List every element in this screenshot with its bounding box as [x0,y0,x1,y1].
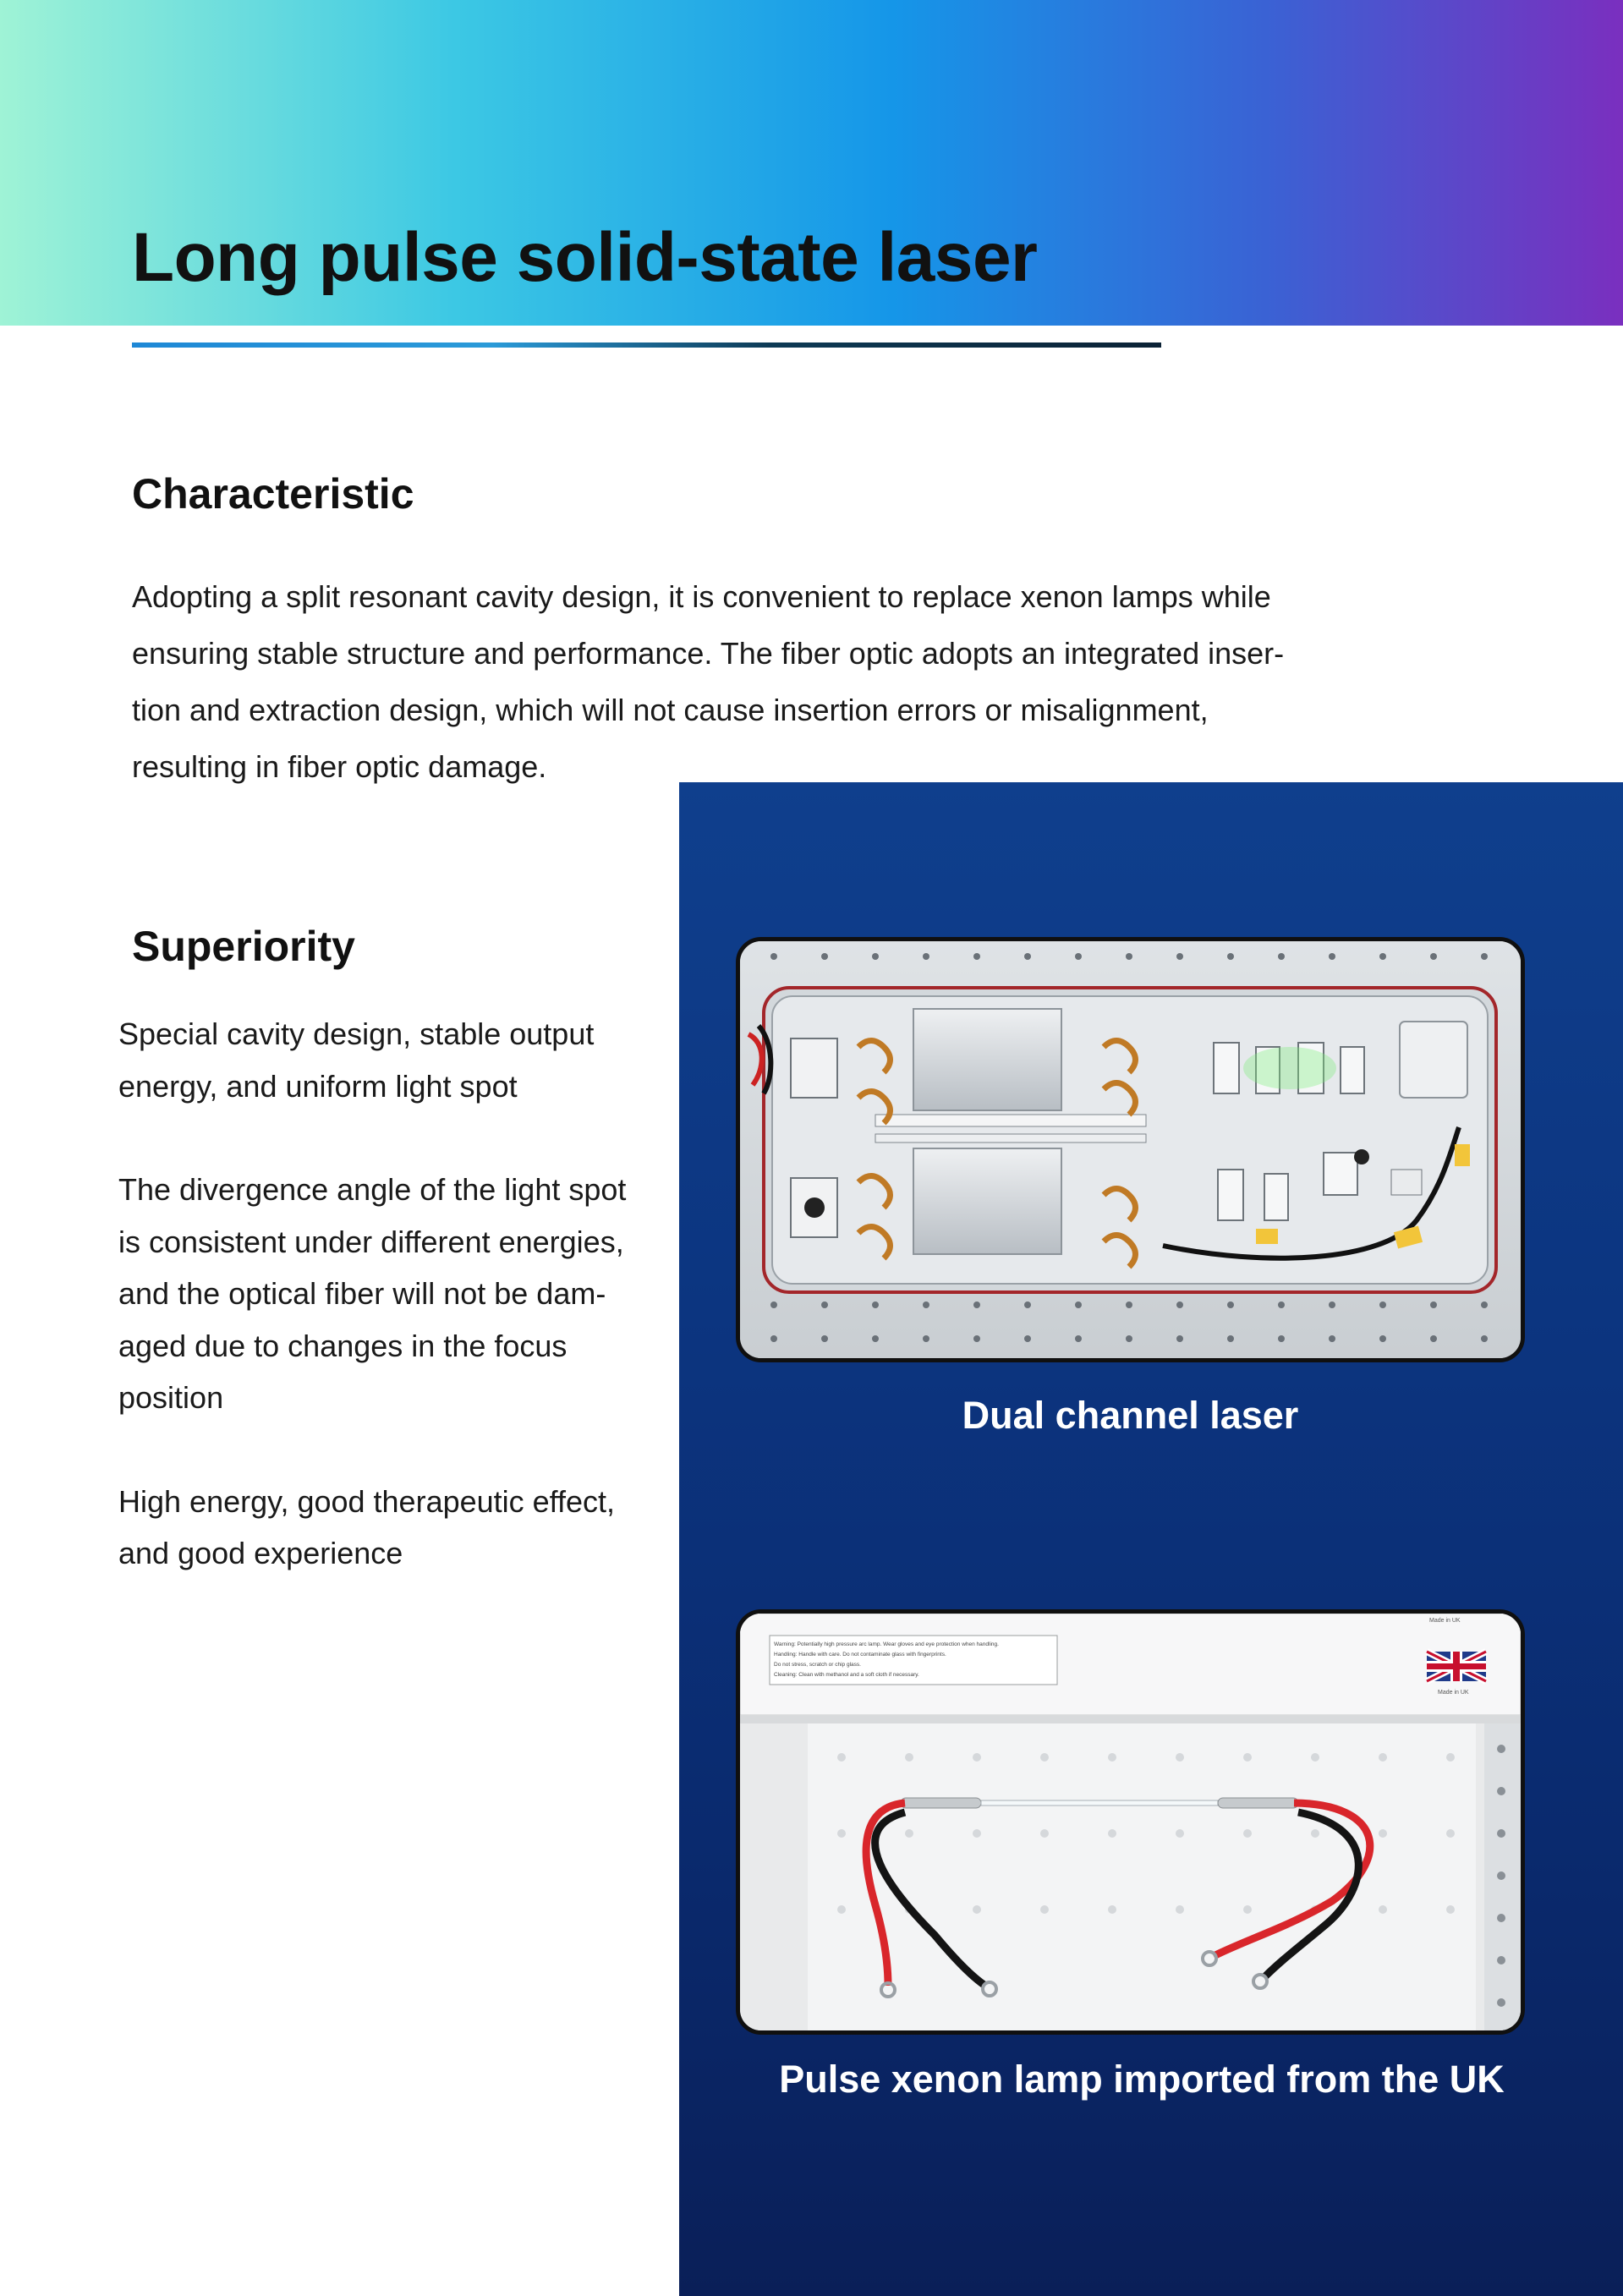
lamp-warning-line: Warning: Potentially high pressure arc lamp. Wear gloves and eye protection when handling. [774,1641,999,1647]
superiority-item [118,1164,677,1424]
xenon-lamp-caption: Pulse xenon lamp imported from the UK [779,2058,1505,2101]
superiority-line: aged due to changes in the focus [118,1328,568,1363]
superiority-heading: Superiority [132,923,355,970]
superiority-line: High energy, good therapeutic effect, [118,1483,616,1519]
lamp-warning-line: Handling: Handle with care. Do not contaminate glass with fingerprints. [774,1652,946,1658]
uk-flag-icon [1427,1652,1486,1681]
superiority-line: position [118,1380,224,1415]
characteristic-line: Adopting a split resonant cavity design, it is convenient to replace xenon lamps while [132,579,1271,614]
superiority-item [118,1476,677,1580]
lamp-warning-line: Cleaning: Clean with methanol and a soft cloth if necessary. [774,1672,919,1678]
made-in-uk-top: Made in UK [1429,1618,1461,1624]
laser-photo [736,937,1525,1362]
characteristic-heading: Characteristic [132,470,414,518]
laser-caption: Dual channel laser [962,1394,1299,1437]
superiority-line: and the optical fiber will not be dam- [118,1276,606,1311]
lamp-warning-line: Do not stress, scratch or chip glass. [774,1662,861,1668]
superiority-line: is consistent under different energies, [118,1224,624,1259]
superiority-line: Special cavity design, stable output [118,1016,595,1051]
characteristic-line: ensuring stable structure and performance. The fiber optic adopts an integrated inser- [132,636,1285,671]
superiority-item [118,1008,677,1112]
characteristic-line: resulting in fiber optic damage. [132,749,547,784]
xenon-lamp-illustration [740,1614,1521,2030]
superiority-line: The divergence angle of the light spot [118,1172,627,1207]
xenon-lamp-photo [736,1609,1525,2035]
title-underline [132,342,1161,348]
characteristic-line: tion and extraction design, which will not cause insertion errors or misalignment, [132,693,1209,727]
superiority-list [118,1008,677,1631]
superiority-line: energy, and uniform light spot [118,1068,518,1104]
page-title: Long pulse solid-state laser [132,219,1038,296]
made-in-uk-bottom: Made in UK [1438,1690,1469,1696]
laser-illustration [740,941,1521,1358]
superiority-line: and good experience [118,1536,403,1570]
characteristic-paragraph [132,568,1451,795]
